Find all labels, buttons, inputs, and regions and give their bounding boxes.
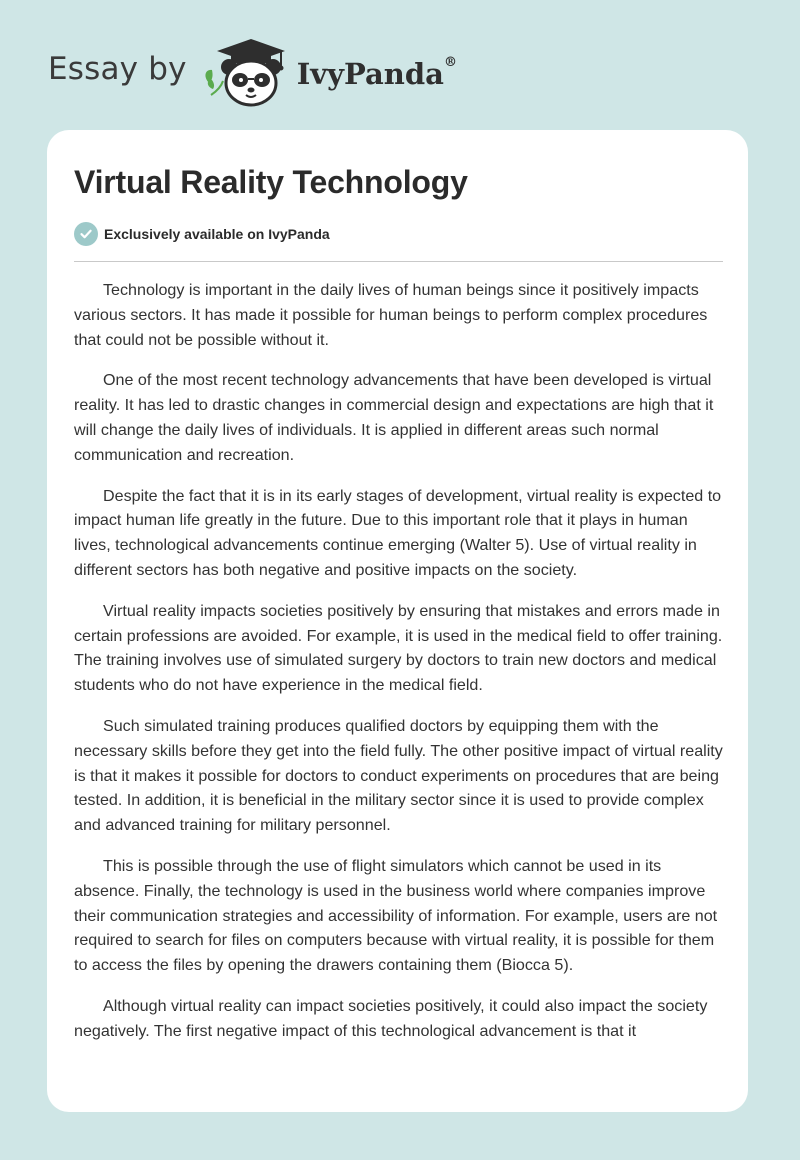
paragraph: Despite the fact that it is in its early stages of development, virtual reality is expected to impact human life greatly in the future. Due to this important role that it plays in human lives, technological advancements continue emerging (Walter 5). Use of virtual reality in different sectors has both negative and positive impacts on the society. bbox=[74, 486, 722, 579]
paragraph: This is possible through the use of flight simulators which cannot be used in its absence. Finally, the technology is used in the business world where companies improve their communication strategies and accessibility of information. For example, users are not required to search for files on computers because with virtual reality, it is possible for them to access the files by opening the drawers containing them (Biocca 5). bbox=[74, 856, 718, 975]
registered-mark: ® bbox=[443, 55, 457, 70]
article-card bbox=[47, 130, 748, 1112]
check-circle-icon bbox=[74, 222, 98, 246]
paragraph: One of the most recent technology advancements that have been developed is virtual reality. It has led to drastic changes in commercial design and expectations are high that it will change the daily lives of individuals. It is applied in different areas such normal communication and recreation. bbox=[74, 371, 714, 464]
essay-by-label: Essay by bbox=[48, 51, 187, 87]
page-title: Virtual Reality Technology bbox=[74, 164, 468, 200]
divider bbox=[74, 261, 723, 262]
paragraph: Although virtual reality can impact societies positively, it could also impact the society negatively. The first negative impact of this technological advancement is that it bbox=[74, 996, 708, 1040]
brand-name[interactable]: IvyPanda® bbox=[296, 55, 457, 91]
panda-graduate-icon[interactable] bbox=[201, 37, 293, 109]
site-header bbox=[48, 36, 528, 110]
article-body bbox=[74, 278, 725, 1060]
paragraph: Technology is important in the daily lives of human beings since it positively impacts various sectors. It has made it possible for human beings to perform complex procedures that could not be possible without it. bbox=[74, 281, 708, 349]
exclusive-badge bbox=[74, 222, 330, 246]
paragraph: Virtual reality impacts societies positively by ensuring that mistakes and errors made in certain professions are avoided. For example, it is used in the medical field to offer training. The training involves use of simulated surgery by doctors to train new doctors and medical students who do not have experience in the medical field. bbox=[74, 601, 723, 695]
paragraph: Such simulated training produces qualified doctors by equipping them with the necessary skills before they get into the field fully. The other positive impact of virtual reality is that it makes it possible for doctors to conduct experiments on procedures that are being tested. In addition, it is beneficial in the military sector since it is used to provide complex and advanced training for military personnel. bbox=[74, 716, 723, 835]
badge-label: Exclusively available on IvyPanda bbox=[104, 226, 330, 242]
